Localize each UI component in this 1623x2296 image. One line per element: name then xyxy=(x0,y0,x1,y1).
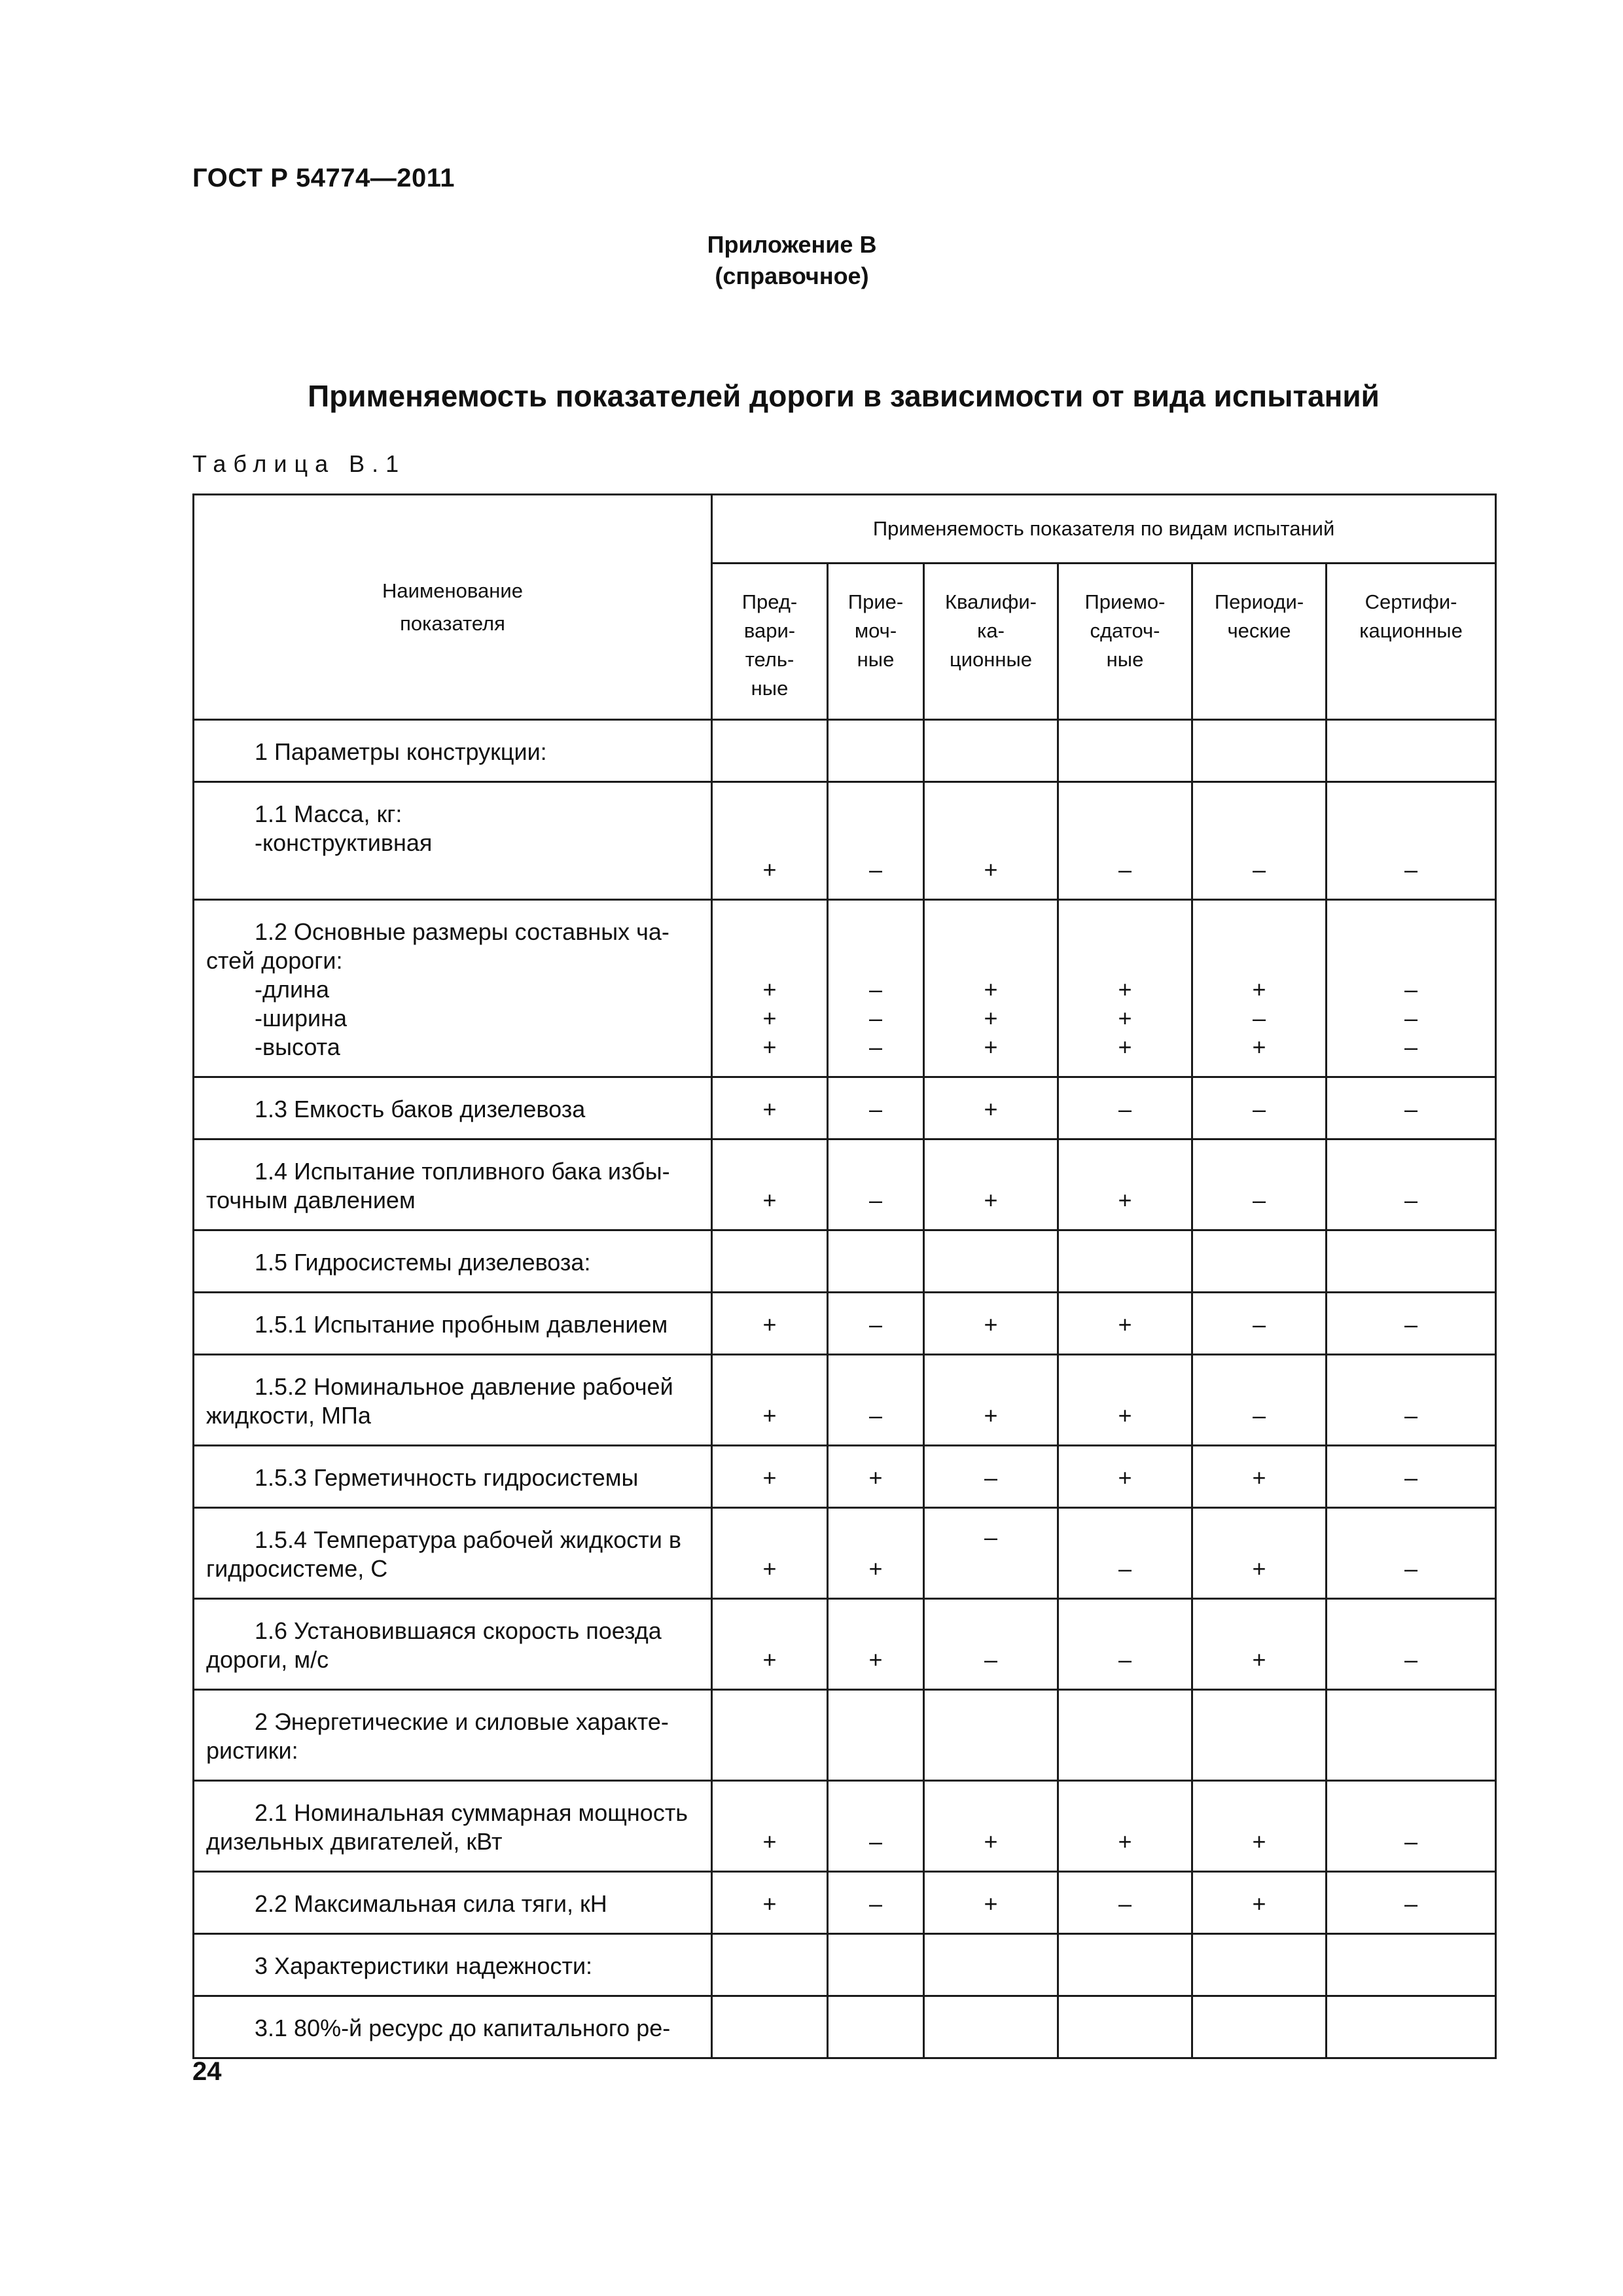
applicability-mark: – xyxy=(1404,976,1418,1003)
value-cell-periodic xyxy=(1192,1781,1327,1872)
appendix-title: Приложение В xyxy=(707,231,877,258)
value-cell-preliminary xyxy=(712,1446,828,1508)
value-cell-acceptance-delivery xyxy=(1058,1781,1192,1872)
value-cell-preliminary xyxy=(712,1872,828,1934)
value-cell-acceptance xyxy=(828,1446,924,1508)
table-row xyxy=(194,1139,1496,1230)
row-indicator-name xyxy=(194,1139,712,1230)
row-indicator-name xyxy=(194,1077,712,1139)
applicability-mark: – xyxy=(1252,1402,1266,1429)
applicability-mark: + xyxy=(762,1033,777,1060)
value-cell-qualification xyxy=(924,1934,1058,1996)
column-header-certification xyxy=(1327,564,1496,720)
applicability-mark: + xyxy=(984,1890,998,1917)
value-cell-qualification xyxy=(924,1446,1058,1508)
applicability-mark: + xyxy=(1118,1464,1132,1491)
row-indicator-name xyxy=(194,1230,712,1293)
value-cell-acceptance-delivery xyxy=(1058,1293,1192,1355)
value-cell-qualification xyxy=(924,1996,1058,2058)
row-indicator-name xyxy=(194,1872,712,1934)
value-cell-acceptance xyxy=(828,1139,924,1230)
row-name-line: 1.5.4 Температура рабочей жидкости в xyxy=(255,1526,681,1553)
applicability-mark: – xyxy=(1404,1890,1418,1917)
applicability-table xyxy=(192,493,1497,2059)
table-row xyxy=(194,1872,1496,1934)
applicability-mark: – xyxy=(1118,1646,1132,1673)
value-cell-preliminary xyxy=(712,1599,828,1690)
applicability-mark: – xyxy=(1404,856,1418,883)
table-row xyxy=(194,720,1496,782)
applicability-mark: + xyxy=(762,1555,777,1582)
value-cell-acceptance-delivery xyxy=(1058,720,1192,782)
value-cell-certification xyxy=(1327,1355,1496,1446)
row-name-line: дизельных двигателей, кВт xyxy=(206,1828,503,1855)
applicability-mark: + xyxy=(762,1402,777,1429)
row-name-line: жидкости, МПа xyxy=(206,1402,371,1429)
row-name-line: 2.2 Максимальная сила тяги, кН xyxy=(255,1890,607,1917)
applicability-mark: – xyxy=(868,1828,883,1855)
applicability-mark: – xyxy=(1404,1828,1418,1855)
column-header-periodic xyxy=(1192,564,1327,720)
applicability-mark: – xyxy=(1252,1005,1266,1031)
applicability-mark: + xyxy=(762,1311,777,1338)
applicability-mark: + xyxy=(868,1555,883,1582)
value-cell-acceptance xyxy=(828,1355,924,1446)
column-header-line: сдаточ- xyxy=(1090,619,1160,642)
value-cell-acceptance xyxy=(828,900,924,1077)
column-header-preliminary xyxy=(712,564,828,720)
value-cell-qualification xyxy=(924,1355,1058,1446)
column-header-line: ные xyxy=(751,677,789,700)
value-cell-periodic xyxy=(1192,1934,1327,1996)
value-cell-preliminary xyxy=(712,720,828,782)
table-row xyxy=(194,1934,1496,1996)
row-name-line: точным давлением xyxy=(206,1187,416,1213)
value-cell-certification xyxy=(1327,1996,1496,2058)
value-cell-periodic xyxy=(1192,1355,1327,1446)
table-row xyxy=(194,1355,1496,1446)
value-cell-periodic xyxy=(1192,1872,1327,1934)
value-cell-periodic xyxy=(1192,1996,1327,2058)
value-cell-qualification xyxy=(924,1781,1058,1872)
value-cell-qualification xyxy=(924,782,1058,900)
applicability-mark: – xyxy=(984,1646,998,1673)
value-cell-periodic xyxy=(1192,1446,1327,1508)
applicability-mark: + xyxy=(984,1402,998,1429)
value-cell-qualification xyxy=(924,1599,1058,1690)
value-cell-acceptance xyxy=(828,1934,924,1996)
value-cell-acceptance-delivery xyxy=(1058,1230,1192,1293)
value-cell-certification xyxy=(1327,1934,1496,1996)
table-row xyxy=(194,1690,1496,1781)
table-row xyxy=(194,900,1496,1077)
value-cell-acceptance-delivery xyxy=(1058,782,1192,900)
value-cell-preliminary xyxy=(712,1781,828,1872)
applicability-mark: – xyxy=(1252,856,1266,883)
column-header-line: Сертифи- xyxy=(1364,590,1457,613)
applicability-mark: + xyxy=(762,1096,777,1122)
applicability-mark: + xyxy=(984,1311,998,1338)
value-cell-acceptance xyxy=(828,1077,924,1139)
applicability-mark: + xyxy=(984,976,998,1003)
value-cell-acceptance xyxy=(828,1230,924,1293)
applicability-mark: + xyxy=(1252,1555,1266,1582)
value-cell-acceptance-delivery xyxy=(1058,1508,1192,1599)
applicability-mark: – xyxy=(1404,1096,1418,1122)
column-header-line: Квалифи- xyxy=(945,590,1037,613)
row-name-line: 1.5.2 Номинальное давление рабочей xyxy=(255,1373,673,1400)
applicability-mark: – xyxy=(1404,1555,1418,1582)
row-name-line: 2 Энергетические и силовые характе- xyxy=(255,1708,669,1735)
row-name-line: -ширина xyxy=(255,1005,348,1031)
applicability-mark: + xyxy=(984,856,998,883)
value-cell-periodic xyxy=(1192,1293,1327,1355)
column-header-line: вари- xyxy=(743,619,796,642)
row-name-line: 1 Параметры конструкции: xyxy=(255,738,547,765)
value-cell-acceptance xyxy=(828,720,924,782)
applicability-mark xyxy=(925,1552,1057,1581)
table-row xyxy=(194,1781,1496,1872)
applicability-mark: + xyxy=(1118,1033,1132,1060)
applicability-mark: + xyxy=(984,1096,998,1122)
value-cell-preliminary xyxy=(712,900,828,1077)
column-header-name-line1: Наименование xyxy=(382,579,523,602)
page-title: Применяемость показателей дороги в зависимости от вида испытаний xyxy=(308,379,1380,413)
value-cell-qualification xyxy=(924,1293,1058,1355)
value-cell-preliminary xyxy=(712,1077,828,1139)
applicability-mark: – xyxy=(1118,1096,1132,1122)
value-cell-certification xyxy=(1327,1690,1496,1781)
column-header-line: ческие xyxy=(1227,619,1291,642)
applicability-mark: + xyxy=(984,1828,998,1855)
value-cell-qualification xyxy=(924,1139,1058,1230)
value-cell-periodic xyxy=(1192,1139,1327,1230)
applicability-mark: + xyxy=(762,1187,777,1213)
value-cell-certification xyxy=(1327,1599,1496,1690)
row-name-line: 1.5.1 Испытание пробным давлением xyxy=(255,1311,668,1338)
applicability-mark: + xyxy=(1118,1828,1132,1855)
value-cell-certification xyxy=(1327,1446,1496,1508)
column-header-line: ные xyxy=(857,648,895,671)
applicability-mark: – xyxy=(1404,1187,1418,1213)
value-cell-qualification xyxy=(924,1077,1058,1139)
row-indicator-name xyxy=(194,1996,712,2058)
value-cell-qualification xyxy=(924,720,1058,782)
row-name-line: -высота xyxy=(255,1033,340,1060)
applicability-mark: – xyxy=(868,1005,883,1031)
column-header-line: кационные xyxy=(1359,619,1463,642)
applicability-mark: + xyxy=(762,976,777,1003)
applicability-mark: + xyxy=(1118,1311,1132,1338)
value-cell-acceptance xyxy=(828,1508,924,1599)
table-row xyxy=(194,1077,1496,1139)
applicability-mark: + xyxy=(868,1646,883,1673)
column-header-line: ные xyxy=(1106,648,1144,671)
column-header-line: тель- xyxy=(745,648,794,671)
value-cell-preliminary xyxy=(712,1139,828,1230)
value-cell-acceptance-delivery xyxy=(1058,1139,1192,1230)
applicability-mark: – xyxy=(868,1033,883,1060)
value-cell-periodic xyxy=(1192,782,1327,900)
applicability-mark: – xyxy=(868,1187,883,1213)
row-indicator-name xyxy=(194,900,712,1077)
value-cell-acceptance-delivery xyxy=(1058,1599,1192,1690)
value-cell-certification xyxy=(1327,1872,1496,1934)
column-header-name xyxy=(194,495,712,720)
row-name-line: 1.5.3 Герметичность гидросистемы xyxy=(255,1464,639,1491)
column-header-line: Периоди- xyxy=(1214,590,1304,613)
applicability-mark: + xyxy=(762,856,777,883)
applicability-mark: – xyxy=(868,856,883,883)
applicability-mark: + xyxy=(1118,976,1132,1003)
value-cell-acceptance-delivery xyxy=(1058,900,1192,1077)
applicability-mark: + xyxy=(1252,1464,1266,1491)
value-cell-qualification xyxy=(924,1508,1058,1599)
applicability-mark: – xyxy=(868,1096,883,1122)
applicability-mark: – xyxy=(1252,1311,1266,1338)
applicability-mark: – xyxy=(868,976,883,1003)
table-label: Таблица В.1 xyxy=(192,450,406,477)
value-cell-periodic xyxy=(1192,720,1327,782)
applicability-mark: – xyxy=(1252,1096,1266,1122)
row-indicator-name xyxy=(194,1934,712,1996)
column-header-qualification xyxy=(924,564,1058,720)
value-cell-preliminary xyxy=(712,782,828,900)
row-name-line: 3.1 80%-й ресурс до капитального ре- xyxy=(255,2015,671,2041)
value-cell-periodic xyxy=(1192,900,1327,1077)
applicability-mark: – xyxy=(1404,1005,1418,1031)
row-name-line: 1.1 Масса, кг: xyxy=(255,800,402,827)
value-cell-acceptance xyxy=(828,782,924,900)
row-indicator-name xyxy=(194,1355,712,1446)
value-cell-acceptance-delivery xyxy=(1058,1690,1192,1781)
applicability-mark: + xyxy=(868,1464,883,1491)
value-cell-preliminary xyxy=(712,1690,828,1781)
column-header-acceptance-delivery xyxy=(1058,564,1192,720)
applicability-mark: – xyxy=(868,1890,883,1917)
applicability-mark: + xyxy=(1252,1828,1266,1855)
value-cell-acceptance xyxy=(828,1781,924,1872)
value-cell-certification xyxy=(1327,1139,1496,1230)
value-cell-acceptance-delivery xyxy=(1058,1872,1192,1934)
column-header-line: моч- xyxy=(854,619,897,642)
value-cell-periodic xyxy=(1192,1508,1327,1599)
value-cell-qualification xyxy=(924,1872,1058,1934)
value-cell-periodic xyxy=(1192,1230,1327,1293)
value-cell-preliminary xyxy=(712,1230,828,1293)
appendix-heading xyxy=(681,229,903,292)
applicability-mark: – xyxy=(1118,1890,1132,1917)
row-name-line: дороги, м/с xyxy=(206,1646,329,1673)
applicability-mark: – xyxy=(1252,1187,1266,1213)
value-cell-acceptance-delivery xyxy=(1058,1934,1192,1996)
applicability-mark: + xyxy=(1252,976,1266,1003)
value-cell-certification xyxy=(1327,1077,1496,1139)
applicability-mark: – xyxy=(1118,1555,1132,1582)
applicability-mark: + xyxy=(1118,1005,1132,1031)
column-header-line: Приемо- xyxy=(1084,590,1166,613)
value-cell-certification xyxy=(1327,900,1496,1077)
row-indicator-name xyxy=(194,1446,712,1508)
value-cell-preliminary xyxy=(712,1293,828,1355)
table-row xyxy=(194,1230,1496,1293)
applicability-mark: – xyxy=(1118,856,1132,883)
applicability-mark: + xyxy=(1252,1890,1266,1917)
applicability-mark: + xyxy=(762,1646,777,1673)
value-cell-acceptance-delivery xyxy=(1058,1077,1192,1139)
value-cell-qualification xyxy=(924,1230,1058,1293)
value-cell-periodic xyxy=(1192,1690,1327,1781)
value-cell-certification xyxy=(1327,782,1496,900)
column-header-line: ционные xyxy=(949,648,1033,671)
table-row xyxy=(194,782,1496,900)
row-name-line: 2.1 Номинальная суммарная мощность xyxy=(255,1799,688,1826)
applicability-mark: + xyxy=(762,1828,777,1855)
applicability-mark: + xyxy=(984,1187,998,1213)
row-name-line: стей дороги: xyxy=(206,947,343,974)
row-indicator-name xyxy=(194,1599,712,1690)
applicability-mark: – xyxy=(1404,1464,1418,1491)
row-name-line: 1.5 Гидросистемы дизелевоза: xyxy=(255,1249,591,1276)
table-row xyxy=(194,1508,1496,1599)
applicability-mark: – xyxy=(1404,1646,1418,1673)
value-cell-acceptance-delivery xyxy=(1058,1996,1192,2058)
value-cell-acceptance xyxy=(828,1996,924,2058)
row-name-line: -длина xyxy=(255,976,330,1003)
standard-number: ГОСТ Р 54774—2011 xyxy=(192,164,455,192)
page-number: 24 xyxy=(192,2057,222,2086)
applicability-mark: – xyxy=(1404,1311,1418,1338)
applicability-mark: – xyxy=(1404,1402,1418,1429)
applicability-mark: + xyxy=(984,1005,998,1031)
row-name-line: 3 Характеристики надежности: xyxy=(255,1952,593,1979)
applicability-mark: – xyxy=(868,1311,883,1338)
value-cell-qualification xyxy=(924,900,1058,1077)
value-cell-periodic xyxy=(1192,1077,1327,1139)
applicability-mark: – xyxy=(1404,1033,1418,1060)
table-row xyxy=(194,1996,1496,2058)
row-indicator-name xyxy=(194,1293,712,1355)
value-cell-certification xyxy=(1327,1293,1496,1355)
value-cell-acceptance-delivery xyxy=(1058,1446,1192,1508)
table-row xyxy=(194,1293,1496,1355)
value-cell-preliminary xyxy=(712,1996,828,2058)
column-header-acceptance xyxy=(828,564,924,720)
value-cell-certification xyxy=(1327,720,1496,782)
row-name-line: 1.4 Испытание топливного бака избы- xyxy=(255,1158,670,1185)
table-row xyxy=(194,1599,1496,1690)
row-name-line: 1.6 Установившаяся скорость поезда xyxy=(255,1617,662,1644)
value-cell-periodic xyxy=(1192,1599,1327,1690)
column-header-name-line2: показателя xyxy=(400,611,505,635)
applicability-mark: – xyxy=(984,1524,998,1551)
row-indicator-name xyxy=(194,720,712,782)
row-indicator-name xyxy=(194,782,712,900)
applicability-mark: + xyxy=(762,1890,777,1917)
row-name-line: гидросистеме, С xyxy=(206,1555,388,1582)
column-group-header: Применяемость показателя по видам испытаний xyxy=(712,495,1496,564)
value-cell-preliminary xyxy=(712,1355,828,1446)
applicability-mark: – xyxy=(868,1402,883,1429)
row-indicator-name xyxy=(194,1690,712,1781)
row-name-line: 1.3 Емкость баков дизелевоза xyxy=(255,1096,586,1122)
applicability-mark: + xyxy=(1252,1033,1266,1060)
row-indicator-name xyxy=(194,1781,712,1872)
applicability-mark: + xyxy=(984,1033,998,1060)
value-cell-preliminary xyxy=(712,1934,828,1996)
value-cell-preliminary xyxy=(712,1508,828,1599)
row-name-line: 1.2 Основные размеры составных ча- xyxy=(255,918,669,945)
value-cell-certification xyxy=(1327,1230,1496,1293)
row-name-line: ристики: xyxy=(206,1737,298,1764)
column-header-line: Пред- xyxy=(741,590,798,613)
applicability-mark: + xyxy=(1252,1646,1266,1673)
applicability-mark: + xyxy=(762,1464,777,1491)
value-cell-qualification xyxy=(924,1690,1058,1781)
applicability-mark: + xyxy=(1118,1402,1132,1429)
value-cell-acceptance xyxy=(828,1599,924,1690)
table-row xyxy=(194,1446,1496,1508)
applicability-mark: – xyxy=(984,1464,998,1491)
appendix-status: (справочное) xyxy=(715,262,869,289)
column-header-line: Прие- xyxy=(847,590,904,613)
applicability-mark: + xyxy=(762,1005,777,1031)
value-cell-acceptance xyxy=(828,1872,924,1934)
value-cell-acceptance xyxy=(828,1293,924,1355)
value-cell-certification xyxy=(1327,1508,1496,1599)
value-cell-acceptance xyxy=(828,1690,924,1781)
value-cell-acceptance-delivery xyxy=(1058,1355,1192,1446)
column-header-line: ка- xyxy=(977,619,1005,642)
row-indicator-name xyxy=(194,1508,712,1599)
applicability-mark: + xyxy=(1118,1187,1132,1213)
value-cell-certification xyxy=(1327,1781,1496,1872)
row-name-line: -конструктивная xyxy=(255,829,433,856)
